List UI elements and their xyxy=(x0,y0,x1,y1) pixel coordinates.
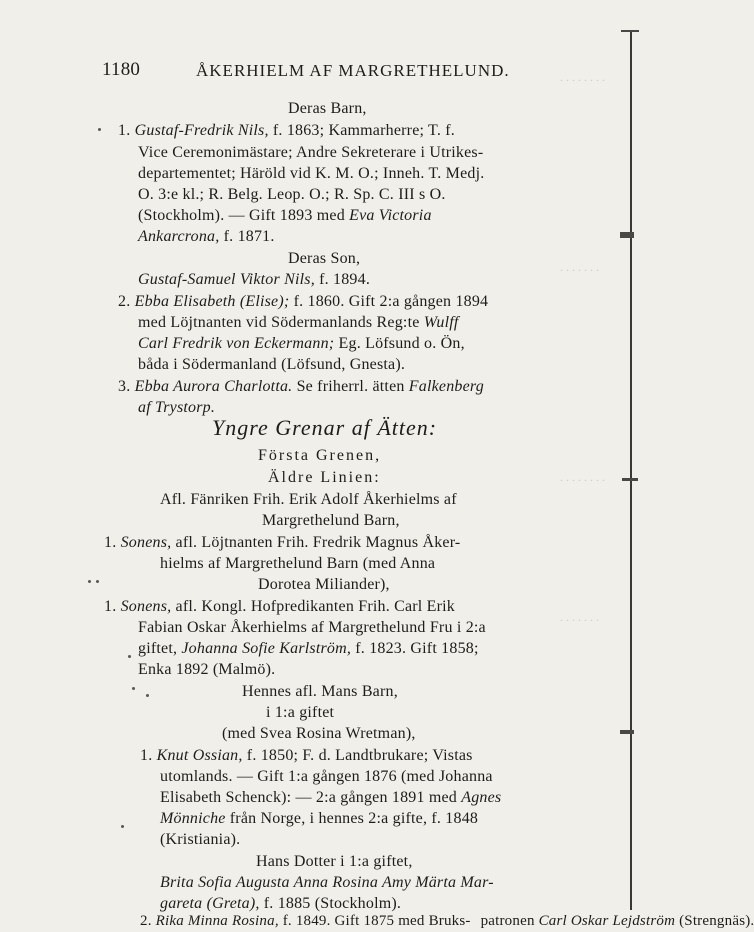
person-name: Ebba Aurora Charlotta. xyxy=(134,378,293,395)
ink-speck xyxy=(128,655,131,658)
text-line: (med Svea Rosina Wretman), xyxy=(222,725,416,742)
text-line: utomlands. — Gift 1:a gången 1876 (med Johanna xyxy=(160,768,493,785)
text-line: Gustaf-Samuel Viktor Nils, f. 1894. xyxy=(138,271,371,288)
text-line: i 1:a giftet xyxy=(266,704,335,721)
person-name: Eva Victoria xyxy=(349,207,432,224)
person-name: Wulff xyxy=(423,314,459,331)
section-heading: Yngre Grenar af Ätten: xyxy=(212,415,438,440)
text-line: giftet, Johanna Sofie Karlström, f. 1823. Gift 1858; xyxy=(138,640,479,657)
ruler-mark xyxy=(620,232,634,238)
subsection-heading: Äldre Linien: xyxy=(268,469,381,486)
text-line: 2. Rika Minna Rosina, f. 1849. Gift 1875 med Bruks- patronen Carl Oskar Lejdström (Strengnäs). xyxy=(140,913,754,929)
list-number: 3. xyxy=(118,378,131,395)
bleed-through-text: . . . . . . . . xyxy=(560,70,605,84)
bleed-through-text: . . . . . . . xyxy=(560,610,599,624)
ink-speck xyxy=(98,128,101,131)
bleed-through-text: . . . . . . . xyxy=(560,260,599,274)
text-line: Deras Son, xyxy=(288,250,361,267)
text-line: Dorotea Miliander), xyxy=(258,576,390,593)
ruler-mark xyxy=(621,30,639,32)
person-name: Carl Fredrik von Eckermann; xyxy=(138,335,335,352)
person-name: Gustaf-Fredrik Nils, xyxy=(134,122,269,139)
person-name: Mönniche xyxy=(160,810,226,827)
list-number: 1. xyxy=(104,598,117,615)
text-line: hielms af Margrethelund Barn (med Anna xyxy=(160,555,436,572)
list-number: 1. xyxy=(104,534,117,551)
person-name: Rika Minna Rosina, xyxy=(155,913,279,929)
list-number: 1. xyxy=(140,747,153,764)
text-line: med Löjtnanten vid Södermanlands Reg:te Wulff xyxy=(138,314,459,331)
ink-speck xyxy=(88,580,91,583)
text-line: Deras Barn, xyxy=(288,100,367,117)
text-line: gareta (Greta), f. 1885 (Stockholm). xyxy=(160,895,402,912)
page-number: 1180 xyxy=(102,59,141,80)
person-name: Ankarcrona, xyxy=(138,228,220,245)
person-name: Knut Ossian, xyxy=(156,747,243,764)
margin-rule xyxy=(630,30,632,910)
text-line: Margrethelund Barn, xyxy=(262,512,400,529)
text-line: Hans Dotter i 1:a giftet, xyxy=(256,853,413,870)
bleed-through-text: . . . . . . . . xyxy=(560,470,605,484)
ink-speck xyxy=(146,694,149,697)
ink-speck xyxy=(96,580,99,583)
text-line: Vice Ceremonimästare; Andre Sekreterare i Utrikes- xyxy=(138,144,484,161)
text-line: (Kristiania). xyxy=(160,831,241,848)
person-name: Falkenberg xyxy=(408,378,484,395)
person-name: Carl Oskar Lejdström xyxy=(538,913,676,929)
list-number: 2. xyxy=(118,293,131,310)
person-name: Agnes xyxy=(461,789,502,806)
text-line: O. 3:e kl.; R. Belg. Leop. O.; R. Sp. C. III s O. xyxy=(138,186,446,203)
text-line: 3. Ebba Aurora Charlotta. Se friherrl. ätten Falkenberg xyxy=(118,378,484,395)
text-line: Elisabeth Schenck): — 2:a gången 1891 med Agnes xyxy=(160,789,502,806)
text-line: (Stockholm). — Gift 1893 med Eva Victoria xyxy=(138,207,432,224)
text-line: Hennes afl. Mans Barn, xyxy=(242,683,398,700)
person-name: Brita Sofia Augusta Anna Rosina Amy Märta Mar- xyxy=(160,874,494,891)
ruler-mark xyxy=(622,478,638,481)
person-name: gareta (Greta), xyxy=(160,895,260,912)
list-number: 2. xyxy=(140,913,152,929)
text-line: 1. Gustaf-Fredrik Nils, f. 1863; Kammarherre; T. f. xyxy=(118,122,455,139)
person-name: Ebba Elisabeth (Elise); xyxy=(134,293,290,310)
text-line: af Trystorp. xyxy=(138,399,216,416)
text-line: 1. Sonens, afl. Kongl. Hofpredikanten Frih. Carl Erik xyxy=(104,598,455,615)
text-line: Afl. Fänriken Frih. Erik Adolf Åkerhielms af xyxy=(160,491,457,508)
text-line: 2. Ebba Elisabeth (Elise); f. 1860. Gift 2:a gången 1894 xyxy=(118,293,489,310)
list-number: 1. xyxy=(118,122,131,139)
text-line: Carl Fredrik von Eckermann; Eg. Löfsund o. Ön, xyxy=(138,335,465,352)
text-line: 1. Knut Ossian, f. 1850; F. d. Landtbrukare; Vistas xyxy=(140,747,473,764)
text-line: båda i Södermanland (Löfsund, Gnesta). xyxy=(138,356,406,373)
ruler-mark xyxy=(620,730,634,734)
text-line: 1. Sonens, afl. Löjtnanten Frih. Fredrik Magnus Åker- xyxy=(104,534,461,551)
person-name: Gustaf-Samuel Viktor Nils, xyxy=(138,271,315,288)
text-line: Fabian Oskar Åkerhielms af Margrethelund Fru i 2:a xyxy=(138,619,486,636)
text-line: Mönniche från Norge, i hennes 2:a gifte, f. 1848 xyxy=(160,810,479,827)
ink-speck xyxy=(121,825,124,828)
subsection-heading: Första Grenen, xyxy=(258,447,382,464)
person-name: Johanna Sofie Karlström, xyxy=(181,640,352,657)
text-line: Enka 1892 (Malmö). xyxy=(138,661,276,678)
text-line: Ankarcrona, f. 1871. xyxy=(138,228,275,245)
running-title: ÅKERHIELM AF MARGRETHELUND. xyxy=(196,61,510,80)
text-line: departementet; Häröld vid K. M. O.; Inneh. T. Medj. xyxy=(138,165,485,182)
ink-speck xyxy=(132,687,135,690)
